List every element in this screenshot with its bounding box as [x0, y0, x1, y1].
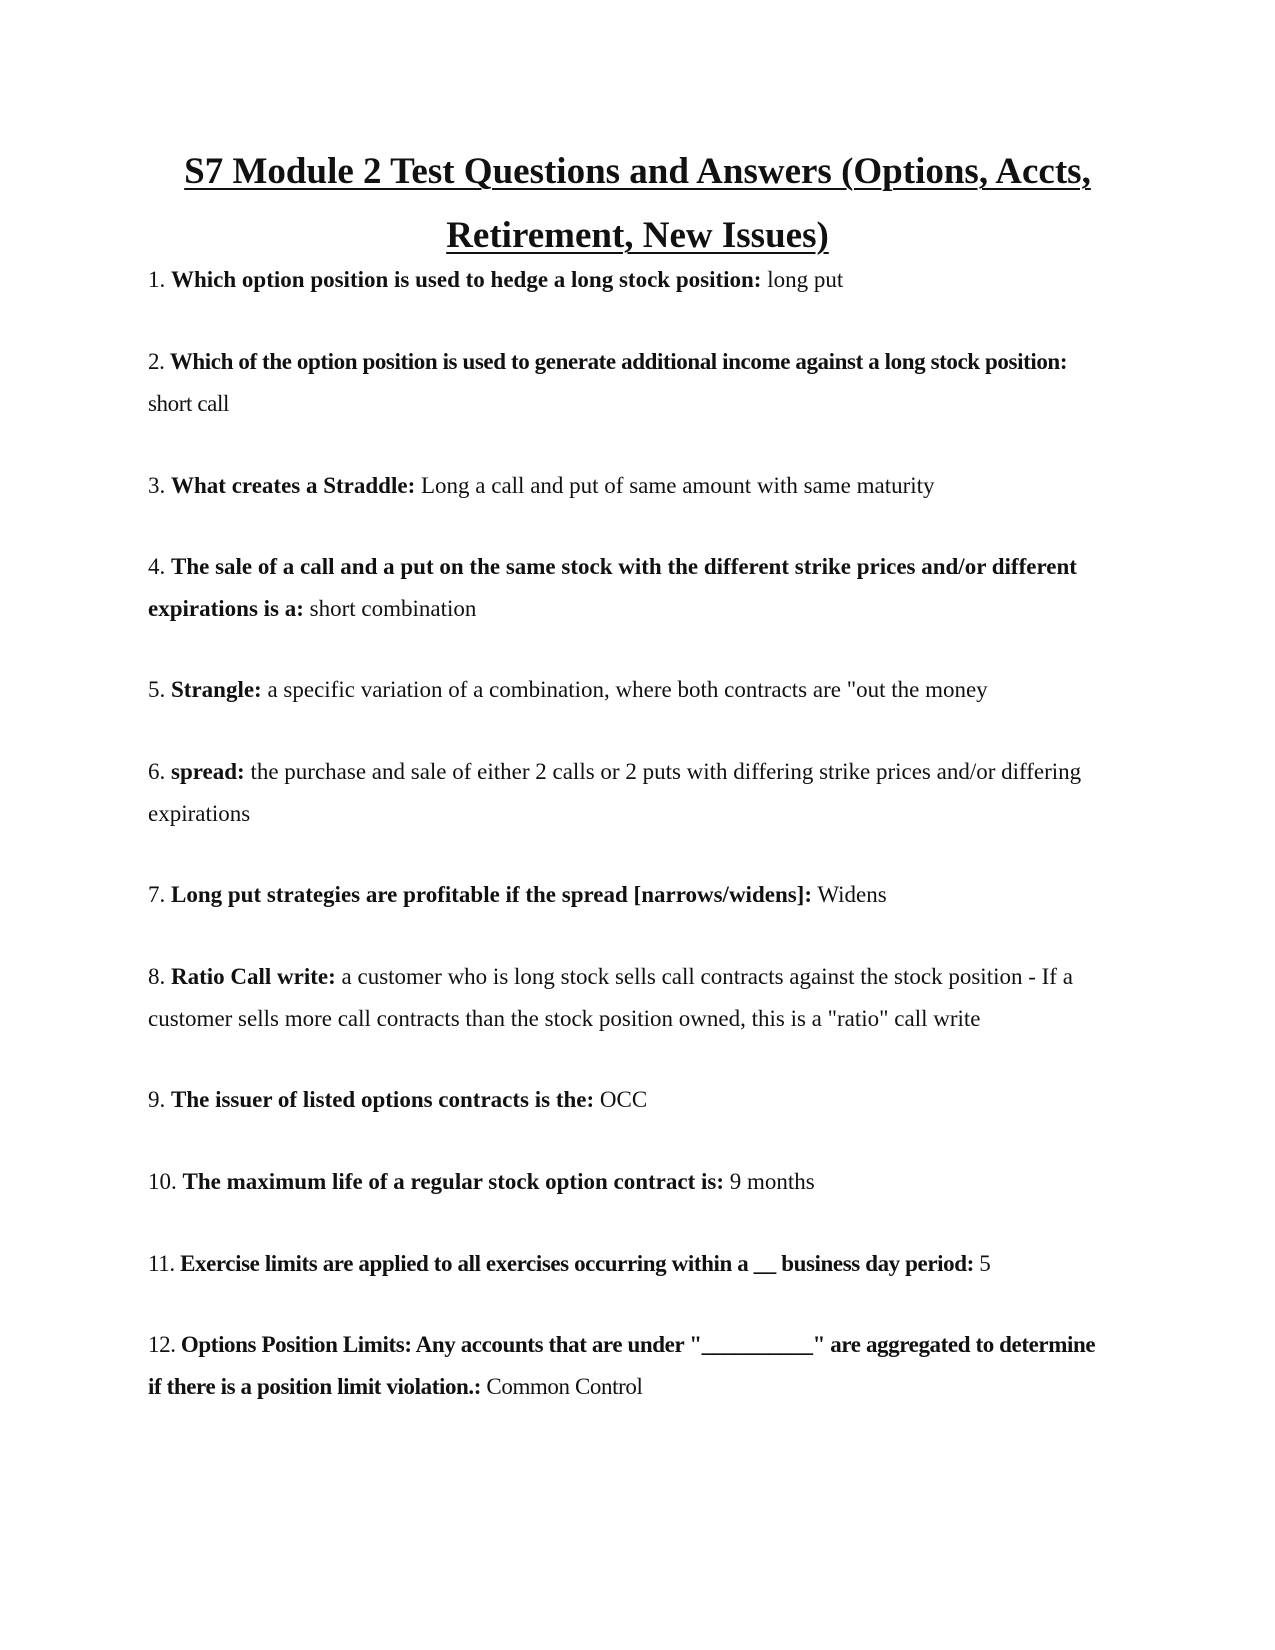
question-answer: OCC	[599, 1087, 648, 1112]
question-text: Exercise limits are applied to all exercises occurring within a __ business day period:	[180, 1251, 974, 1276]
question-number: 12.	[148, 1332, 176, 1357]
question-number: 6.	[148, 759, 166, 784]
question-answer: 5	[979, 1251, 991, 1276]
question-answer: Common Control	[486, 1374, 643, 1399]
document-title: S7 Module 2 Test Questions and Answers (Options, Accts, Retirement, New Issues)	[184, 151, 1091, 256]
question-answer: the purchase and sale of either 2 calls or 2 puts with differing strike prices and/or differing expirations	[148, 759, 1082, 826]
question-answer: short call	[148, 391, 229, 416]
question-number: 8.	[148, 964, 166, 989]
question-number: 4.	[148, 554, 166, 579]
question-item-12	[148, 1324, 1098, 1408]
question-text: Long put strategies are profitable if the spread [narrows/widens]:	[171, 882, 813, 907]
question-number: 9.	[148, 1087, 166, 1112]
question-answer: long put	[767, 267, 844, 292]
question-text: Which option position is used to hedge a long stock position:	[171, 267, 762, 292]
question-answer: 9 months	[729, 1169, 815, 1194]
question-answer: Long a call and put of same amount with same maturity	[420, 473, 935, 498]
question-item-7	[148, 874, 1098, 916]
question-answer: a specific variation of a combination, where both contracts are "out the money	[267, 677, 988, 702]
question-item-10	[148, 1161, 1098, 1203]
question-item-8	[148, 956, 1098, 1040]
question-item-11	[148, 1243, 1098, 1285]
question-item-3	[148, 465, 1098, 507]
question-text: Which of the option position is used to generate additional income against a long stock position:	[169, 349, 1068, 374]
question-item-5	[148, 669, 1098, 711]
question-item-4	[148, 546, 1098, 630]
question-number: 3.	[148, 473, 166, 498]
question-text: The sale of a call and a put on the same stock with the different strike prices and/or different expirations is a:	[148, 554, 1077, 621]
question-number: 10.	[148, 1169, 177, 1194]
question-number: 1.	[148, 267, 166, 292]
question-number: 2.	[148, 349, 165, 374]
question-answer: short combination	[309, 596, 477, 621]
question-item-2	[148, 341, 1098, 425]
question-text: spread:	[171, 759, 245, 784]
question-number: 5.	[148, 677, 166, 702]
question-text: The issuer of listed options contracts is the:	[171, 1087, 595, 1112]
question-number: 11.	[148, 1251, 175, 1276]
question-number: 7.	[148, 882, 166, 907]
question-text: Ratio Call write:	[171, 964, 336, 989]
question-answer: Widens	[817, 882, 887, 907]
question-text: Strangle:	[171, 677, 262, 702]
question-answer: a customer who is long stock sells call contracts against the stock position - If a customer sells more call contracts than the stock position owned, this is a "ratio" call write	[148, 964, 1073, 1031]
question-item-1	[148, 259, 1098, 301]
question-text: Options Position Limits: Any accounts that are under "__________" are aggregated to determine if there is a position limit violation.:	[148, 1332, 1096, 1399]
question-text: The maximum life of a regular stock option contract is:	[182, 1169, 725, 1194]
question-item-9	[148, 1079, 1098, 1121]
question-text: What creates a Straddle:	[171, 473, 416, 498]
question-item-6	[148, 751, 1098, 835]
